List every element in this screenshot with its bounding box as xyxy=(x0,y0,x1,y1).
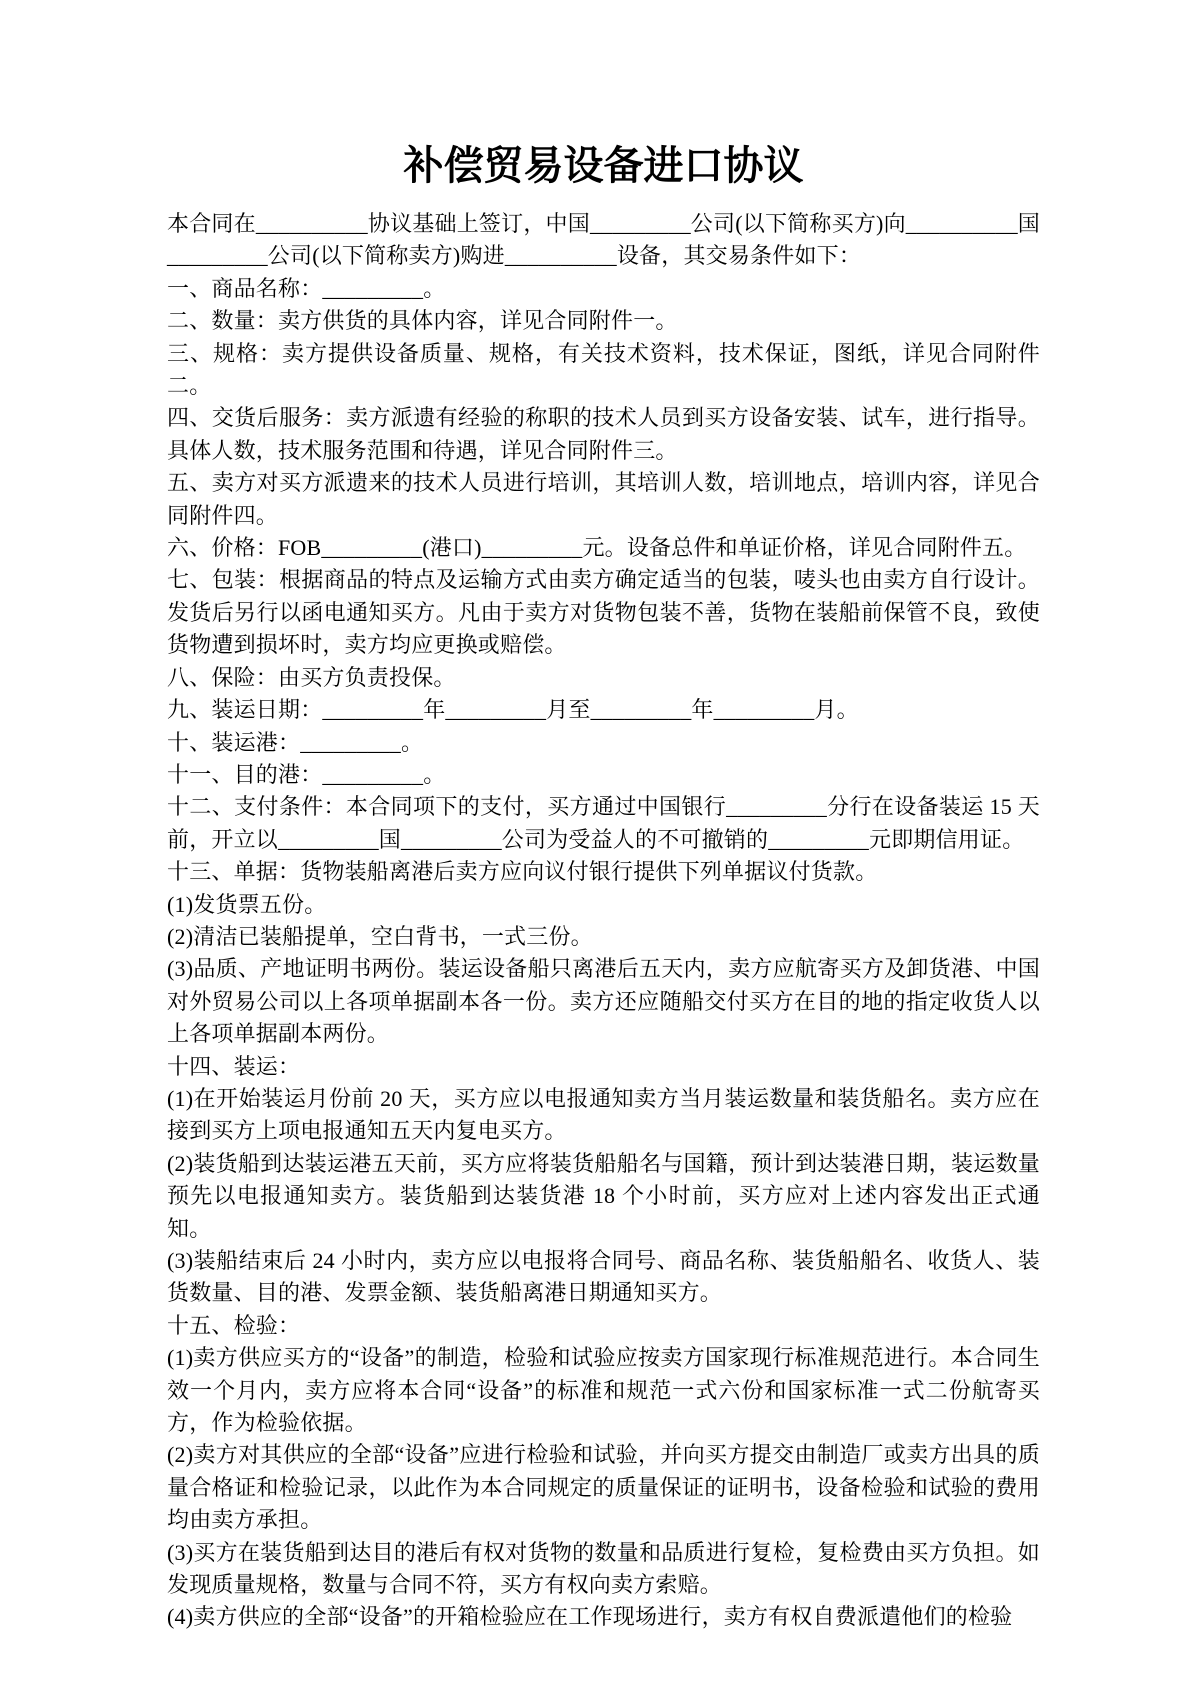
clause-12-payment-terms: 十二、支付条件：本合同项下的支付，买方通过中国银行_________分行在设备装运 15 天前，开立以_________国_________公司为受益人的不可撤销的_________元即期信用证。 xyxy=(167,794,1040,852)
clause-3-specifications: 三、规格：卖方提供设备质量、规格，有关技术资料，技术保证，图纸，详见合同附件二。 xyxy=(167,340,1040,399)
clause-13-documents: 十三、单据：货物装船离港后卖方应向议付银行提供下列单据议付货款。 xyxy=(167,859,878,885)
clause-15-inspection: 十五、检验： xyxy=(167,1312,301,1338)
clause-14-item-1: (1)在开始装运月份前 20 天，买方应以电报通知卖方当月装运数量和装货船名。卖方应在接到买方上项电报通知五天内复电买方。 xyxy=(167,1085,1040,1144)
clause-15-item-1: (1)卖方供应买方的“设备”的制造，检验和试验应按卖方国家现行标准规范进行。本合同生效一个月内，卖方应将本合同“设备”的标准和规范一式六份和国家标准一式二份航寄买方，作为检验依据。 xyxy=(167,1345,1040,1436)
clause-1-product-name: 一、商品名称：_________。 xyxy=(167,275,446,301)
clause-10-loading-port: 十、装运港：_________。 xyxy=(167,729,424,755)
clause-14-item-3: (3)装船结束后 24 小时内，卖方应以电报将合同号、商品名称、装货船船名、收货人、装货数量、目的港、发票金额、装货船离港日期通知买方。 xyxy=(167,1248,1040,1306)
clause-2-quantity: 二、数量：卖方供货的具体内容，详见合同附件一。 xyxy=(167,308,678,334)
clause-14-item-2: (2)装货船到达装运港五天前，买方应将装货船船名与国籍，预计到达装港日期，装运数量预先以电报通知卖方。装货船到达装货港 18 个小时前，买方应对上述内容发出正式通知。 xyxy=(167,1150,1040,1241)
clause-13-item-1: (1)发货票五份。 xyxy=(167,891,327,917)
clause-4-after-delivery-service: 四、交货后服务：卖方派遗有经验的称职的技术人员到买方设备安装、试车，进行指导。具体人数，技术服务范围和待遇，详见合同附件三。 xyxy=(167,405,1040,463)
clause-15-item-4: (4)卖方供应的全部“设备”的开箱检验应在工作现场进行，卖方有权自费派遣他们的检验 xyxy=(167,1604,1013,1630)
clause-15-item-2: (2)卖方对其供应的全部“设备”应进行检验和试验，并向买方提交由制造厂或卖方出具的质量合格证和检验记录，以此作为本合同规定的质量保证的证明书，设备检验和试验的费用均由卖方承担。 xyxy=(167,1442,1040,1533)
clause-6-price: 六、价格：FOB_________(港口)_________元。设备总件和单证价格，详见合同附件五。 xyxy=(167,535,1027,561)
clause-8-insurance: 八、保险：由买方负责投保。 xyxy=(167,664,456,690)
clause-15-item-3: (3)买方在装货船到达目的港后有权对货物的数量和品质进行复检，复检费由买方负担。如发现质量规格，数量与合同不符，买方有权向卖方索赔。 xyxy=(167,1539,1040,1598)
clause-11-destination-port: 十一、目的港：_________。 xyxy=(167,761,446,787)
document-body xyxy=(167,208,1040,1634)
document-title: 补偿贸易设备进口协议 xyxy=(403,143,804,188)
clause-13-item-3: (3)品质、产地证明书两份。装运设备船只离港后五天内，卖方应航寄买方及卸货港、中国对外贸易公司以上各项单据副本各一份。卖方还应随船交付买方在目的地的指定收货人以上各项单据副本两份。 xyxy=(167,956,1040,1047)
clause-13-item-2: (2)清洁已装船提单，空白背书，一式三份。 xyxy=(167,923,593,949)
clause-9-shipment-date: 九、装运日期：_________年_________月至_________年_________月。 xyxy=(167,697,859,723)
clause-5-training: 五、卖方对买方派遗来的技术人员进行培训，其培训人数，培训地点，培训内容，详见合同附件四。 xyxy=(167,470,1040,528)
paragraph-intro: 本合同在__________协议基础上签订，中国_________公司(以下简称买方)向__________国_________公司(以下简称卖方)购进__________设备，其交易条件如下： xyxy=(167,211,1040,269)
clause-14-shipment: 十四、装运： xyxy=(167,1053,301,1079)
clause-7-packing: 七、包装：根据商品的特点及运输方式由卖方确定适当的包装，唛头也由卖方自行设计。发货后另行以函电通知买方。凡由于卖方对货物包装不善，货物在装船前保管不良，致使货物遭到损坏时，卖方均应更换或赔偿。 xyxy=(167,567,1040,658)
